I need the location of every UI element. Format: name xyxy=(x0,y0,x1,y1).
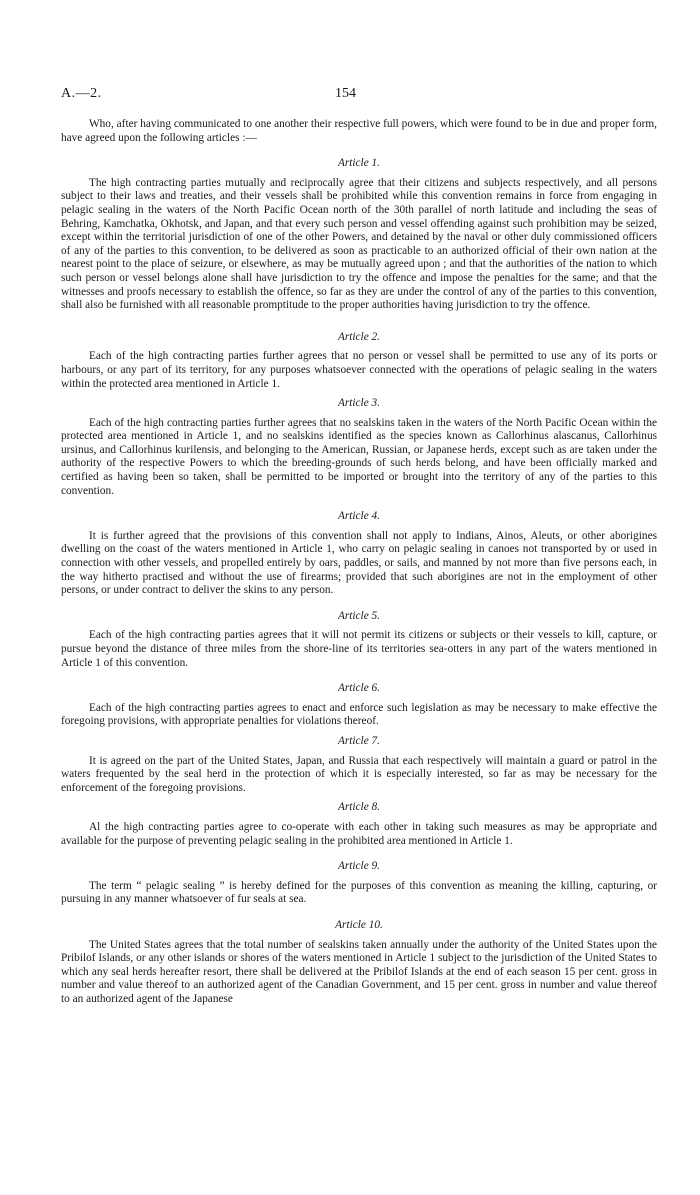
article-5-title: Article 5. xyxy=(337,609,381,622)
document-reference: A.—2. xyxy=(61,86,102,101)
article-2-text: Each of the high contracting parties further agrees that no person or vessel shall be permitted to use any of its ports or harbours, or any part of its territory, for any purposes whatsoever connected with the operations of pelagic sealing in the waters within the protected area mentioned in Article 1. xyxy=(61,350,657,390)
article-2-title: Article 2. xyxy=(337,330,381,343)
article-4-text: It is further agreed that the provisions of this convention shall not apply to Indians, Ainos, Aleuts, or other aborigines dwelling on the coast of the waters mentioned in Article 1, who carry on pelagic sealing in canoes not transported by or used in connection with other vessels, and propelled entirely by oars, paddles, or sails, and manned by not more than five persons each, in the way hitherto practised and without the use of firearms; provided that such aborigines are not in the employment of other persons, or under contract to deliver the skins to any person. xyxy=(61,529,657,597)
page-number: 154 xyxy=(335,86,356,101)
article-1-text: The high contracting parties mutually and reciprocally agree that their citizens and subjects respectively, and all persons subject to their laws and treaties, and their vessels shall be prohibited while this convention remains in force from engaging in pelagic sealing in the waters of the North Pacific Ocean north of the 30th parallel of north latitude and including the seas of Behring, Kamchatka, Okhotsk, and Japan, and that every such person and vessel offending against such prohibition may be seized, except within the territorial jurisdiction of one of the other Powers, and detained by the naval or other duly commissioned officers of any of the parties to this convention, to be delivered as soon as practicable to an authorized official of their own nation at the nearest point to the place of seizure, or elsewhere, as may be mutually agreed upon ; and that the authorities of the nation to which such person or vessel belongs alone shall have jurisdiction to try the offence and impose the penalties for the same; and that the witnesses and proofs necessary to establish the offence, so far as they are under the control of any of the parties to this convention, shall also be furnished with all reasonable promptitude to the proper authorities having jurisdiction to try the offence. xyxy=(61,176,657,312)
article-7-text: It is agreed on the part of the United States, Japan, and Russia that each respectively will maintain a guard or patrol in the waters frequented by the seal herd in the protection of which it is especially interested, so far as may be necessary for the enforcement of the foregoing provisions. xyxy=(61,754,657,794)
article-7-title: Article 7. xyxy=(337,734,381,747)
document-body xyxy=(61,118,657,1006)
article-6-text: Each of the high contracting parties agrees to enact and enforce such legislation as may be necessary to make effective the foregoing provisions, with appropriate penalties for violations thereof. xyxy=(61,701,657,728)
article-4-title: Article 4. xyxy=(337,510,381,523)
article-1-title: Article 1. xyxy=(337,157,381,170)
article-9-title: Article 9. xyxy=(337,860,381,873)
article-8-title: Article 8. xyxy=(337,801,381,814)
article-3-text: Each of the high contracting parties further agrees that no sealskins taken in the waters of the North Pacific Ocean within the protected area mentioned in Article 1, and no sealskins identified as the species known as Callorhinus alascanus, Callorhinus ursinus, and Callorhinus kurilensis, and belonging to the American, Russian, or Japanese herds, except such as are taken under the authority of the respective Powers to which the breeding-grounds of such herds belong, and have been officially marked and certified as having been so taken, shall be permitted to be imported or brought into the territory of any of the parties to this convention. xyxy=(61,416,657,497)
article-8-text: Al the high contracting parties agree to co-operate with each other in taking such measures as may be appropriate and available for the purpose of preventing pelagic sealing in the prohibited area mentioned in Article 1. xyxy=(61,820,657,847)
article-9-text: The term “ pelagic sealing ” is hereby defined for the purposes of this convention as meaning the killing, capturing, or pursuing in any manner whatsoever of fur seals at sea. xyxy=(61,879,657,906)
article-3-title: Article 3. xyxy=(337,397,381,410)
article-10-title: Article 10. xyxy=(335,918,383,931)
intro-paragraph: Who, after having communicated to one another their respective full powers, which were found to be in due and proper form, have agreed upon the following articles :— xyxy=(61,118,657,144)
article-10-text: The United States agrees that the total number of sealskins taken annually under the authority of the United States upon the Pribilof Islands, or any other islands or shores of the waters mentioned in Article 1 subject to the jurisdiction of the United States to which any seal herds hereafter resort, there shall be delivered at the Pribilof Islands at the end of each season 15 per cent. gross in number and value thereof to an authorized agent of the Canadian Government, and 15 per cent. gross in number and value thereof to an authorized agent of the Japanese xyxy=(61,938,657,1005)
article-5-text: Each of the high contracting parties agrees that it will not permit its citizens or subjects or their vessels to kill, capture, or pursue beyond the distance of three miles from the shore-line of its territories sea-otters in any part of the waters mentioned in Article 1 of this convention. xyxy=(61,629,657,669)
article-6-title: Article 6. xyxy=(337,682,381,695)
